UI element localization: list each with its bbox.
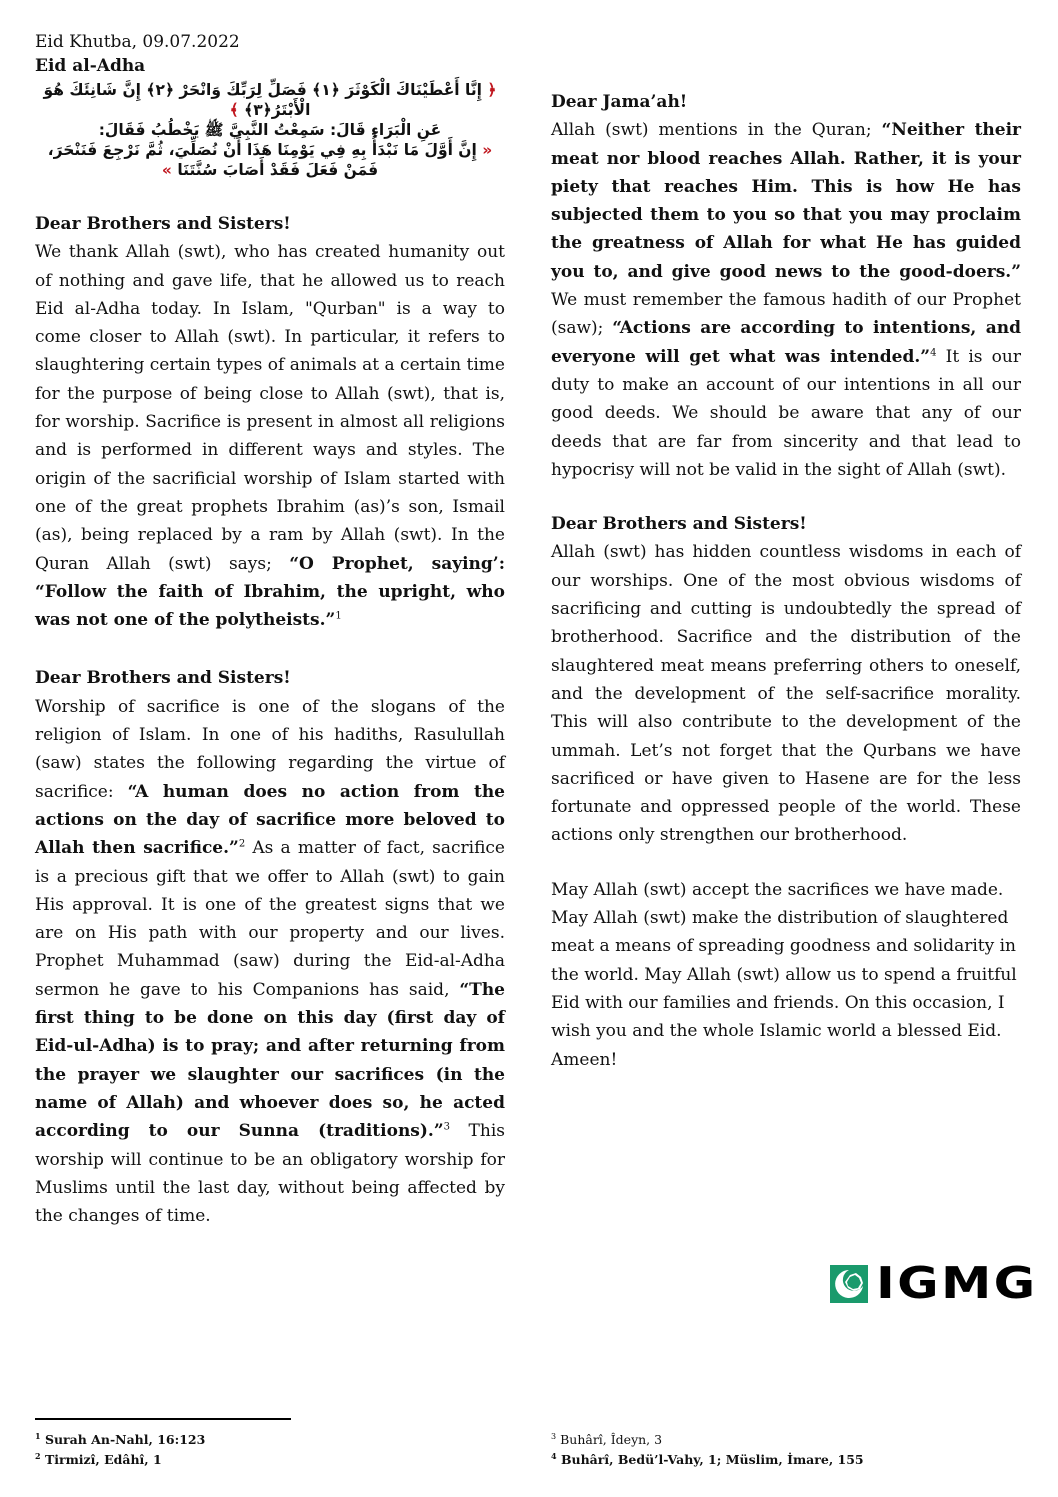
footnote-ref: 3 <box>443 1121 450 1133</box>
document-title: Eid al-Adha <box>35 56 146 76</box>
section-paragraph: Allah (swt) mentions in the Quran; “Neither their meat nor blood reaches Allah. Rather, it is your piety that reaches Him. This is how He has subjected them to you so that you may proclaim the greatness of Allah for what He has guided you to, and give good news to the good-doers.” We must remember the famous hadith of our Prophet (saw); “Actions are according to intentions, and everyone will get what was intended.”$^4$ It is our duty to make an account of our intentions in all our good deeds. We should be aware that any of our deeds that are far from sincerity and that lead to hypocrisy will not be valid in the sight of Allah (swt). <box>551 120 1022 480</box>
crescent-leaf-icon <box>830 1265 868 1303</box>
section-paragraph: Allah (swt) has hidden countless wisdoms in each of our worships. One of the most obvious wisdoms of sacrificing and cutting is undoubtedly the spread of brotherhood. Sacrifice and the distribution of the slaughtered meat means preferring others to oneself, and the development of the self-sacrifice morality. This will also contribute to the development of the ummah. Let’s not forget that the Qurbans we have sacrificed or have given to Hasene are for the less fortunate and oppressed people of the world. These actions only strengthen our brotherhood. <box>551 542 1021 846</box>
footnote-ref: 1 <box>335 610 342 622</box>
section-heading: Dear Brothers and Sisters! <box>35 668 291 689</box>
section-heading: Dear Jama’ah! <box>551 92 688 112</box>
right-column <box>551 88 1021 1074</box>
hadith-open-quote: « <box>482 141 493 159</box>
ameen: Ameen! <box>551 1049 618 1070</box>
footnote-ref: 4 <box>930 347 937 359</box>
footnote-divider <box>35 1418 291 1420</box>
hadith-text: إِنَّ أَوَّلَ مَا نَبْدَأُ بِهِ فِي يَوْمِنَا هَذَا أَنْ نُصَلِّيَ، ثُمَّ نَرْجِعَ فَنَنْحَرَ، فَمَنْ فَعَلَ فَقَدْ أَصَابَ سُنَّتَنَا <box>47 141 477 179</box>
verse-open-bracket: ﴿ <box>487 81 497 99</box>
logo-text: IGMG <box>876 1258 1038 1309</box>
footnotes-right <box>551 1430 864 1470</box>
footnote-item: $^2$ Tirmizî, Edâhî, 1 <box>35 1450 162 1467</box>
footnote-item: $^1$ Surah An-Nahl, 16:123 <box>35 1430 206 1447</box>
verse-text: إِنَّا أَعْطَيْنَاكَ الْكَوْثَرَ ﴿١﴾ فَصَلِّ لِرَبِّكَ وَانْحَرْ ﴿٢﴾ إِنَّ شَانِئَكَ هُوَ الْأَبْتَرُ﴿٣﴾ <box>43 81 482 119</box>
footnote-ref: 2 <box>238 838 246 850</box>
footnotes-left <box>35 1430 205 1470</box>
quran-quote: “O Prophet, saying’: “Follow the faith of Ibrahim, the upright, who was not one of the polytheists.” <box>35 553 506 631</box>
footnote-item: $^3$ Buhârî, Îdeyn, 3 <box>551 1431 663 1447</box>
footnote-item: $^4$ Buhârî, Bedü’l-Vahy, 1; Müslim, İmare, 155 <box>551 1450 864 1467</box>
hadith-intro: عَنِ الْبَرَاءِ قَالَ: سَمِعْتُ النَّبِيَّ ﷺ يَخْطُبُ فَقَالَ: <box>98 121 442 139</box>
section-heading: Dear Brothers and Sisters! <box>35 214 291 234</box>
arabic-quote-block <box>35 80 505 180</box>
hadith-quote: “Actions are according to intentions, and everyone will get what was intended.” <box>551 318 1021 367</box>
quran-verse <box>35 80 505 120</box>
date-line: Eid Khutba, 09.07.2022 <box>35 32 240 52</box>
igmg-logo <box>830 1258 1038 1309</box>
section-heading: Dear Brothers and Sisters! <box>551 514 807 535</box>
hadith-quote: “A human does no action from the actions on the day of sacrifice more beloved to Allah then sacrifice.” <box>35 781 505 859</box>
hadith-close-quote: » <box>161 161 172 179</box>
hadith-arabic <box>35 140 505 180</box>
quran-quote: “Neither their meat nor blood reaches Allah. Rather, it is your piety that reaches Him. This is how He has subjected them to you so that you may proclaim the greatness of Allah for what He has guided you to, and give good news to the good-doers.” <box>551 120 1022 282</box>
verse-close-bracket: ﴾ <box>229 101 239 119</box>
section-paragraph: We thank Allah (swt), who has created humanity out of nothing and gave life, that he allowed us to reach Eid al-Adha today. In Islam, "Qurban" is a way to come closer to Allah (swt). In particular, it refers to slaughtering certain types of animals at a certain time for the purpose of being close to Allah (swt), that is, for worship. Sacrifice is present in almost all religions and is performed in different ways and styles. The origin of the sacrificial worship of Islam started with one of the great prophets Ibrahim (as)’s son, Ismail (as), being replaced by a ram by Allah (swt). In the Quran Allah (swt) says; “O Prophet, saying’: “Follow the faith of Ibrahim, the upright, who was not one of the polytheists.”$^1$ <box>35 242 506 631</box>
closing-prayer: May Allah (swt) accept the sacrifices we have made. May Allah (swt) make the distribution of slaughtered meat a means of spreading goodness and solidarity in the world. May Allah (swt) allow us to spend a fruitful Eid with our families and friends. On this occasion, I wish you and the whole Islamic world a blessed Eid. <box>551 879 1017 1042</box>
hadith-quote: “The first thing to be done on this day (first day of Eid-ul-Adha) is to pray; and after returning from the prayer we slaughter our sacrifices (in the name of Allah) and whoever does so, he acted according to our Sunna (traditions).” <box>35 979 505 1142</box>
left-column <box>35 30 505 1230</box>
section-paragraph: Worship of sacrifice is one of the slogans of the religion of Islam. In one of his hadiths, Rasulullah (saw) states the following regarding the virtue of sacrifice: “A human does no action from the actions on the day of sacrifice more beloved to Allah then sacrifice.”$^2$ As a matter of fact, sacrifice is a precious gift that we offer to Allah (swt) to gain His approval. It is one of the greatest signs that we are on His path with our property and our lives. Prophet Muhammad (saw) during the Eid-al-Adha sermon he gave to his Companions has said, “The first thing to be done on this day (first day of Eid-ul-Adha) is to pray; and after returning from the prayer we slaughter our sacrifices (in the name of Allah) and whoever does so, he acted according to our Sunna (traditions).”$^3$ This worship will continue to be an obligatory worship for Muslims until the last day, without being affected by the changes of time. <box>35 696 505 1227</box>
